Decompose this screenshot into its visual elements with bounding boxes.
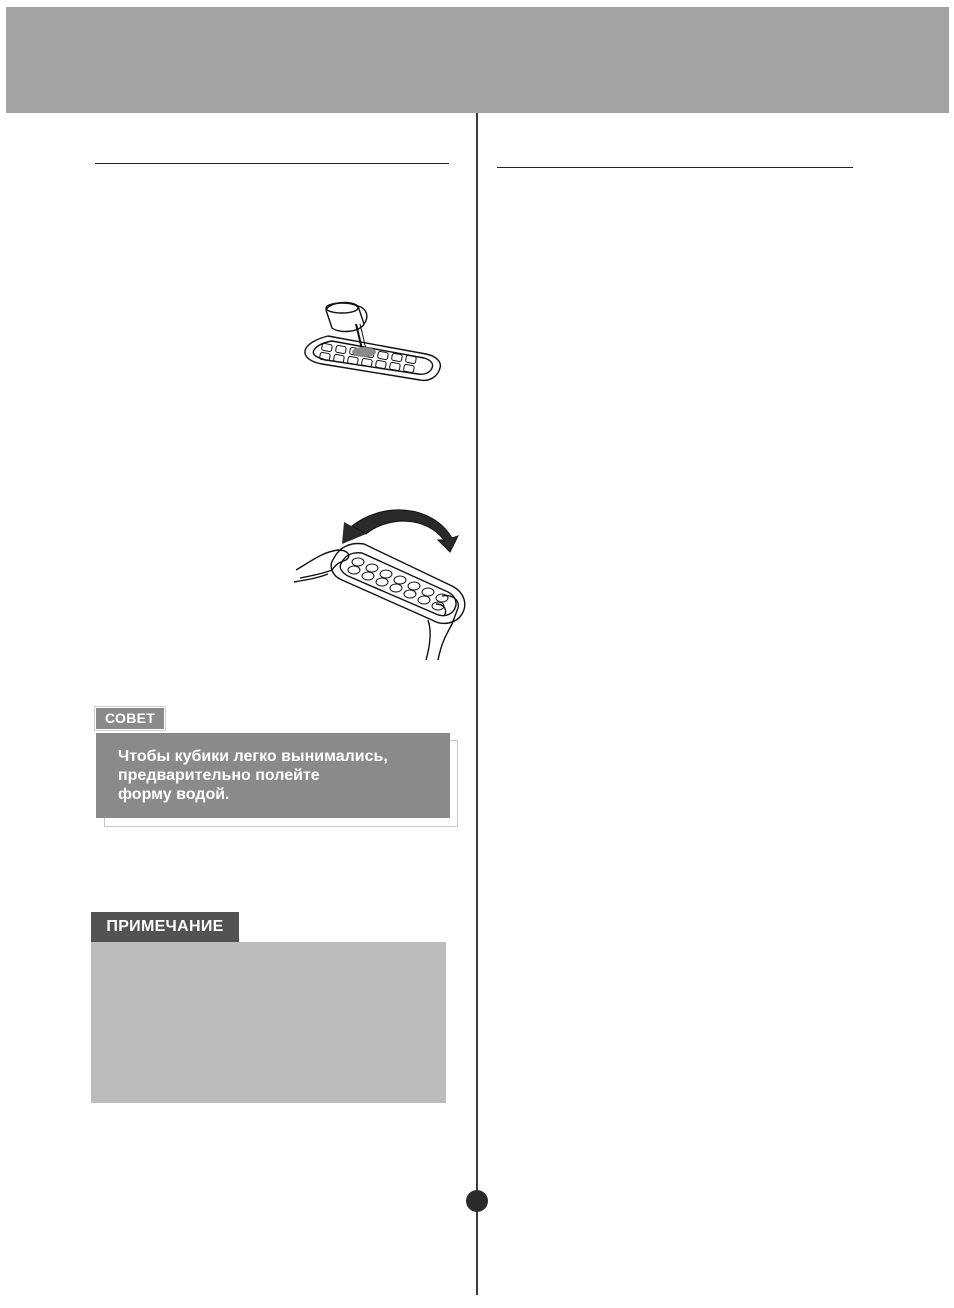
twisting-tray-illustration	[292, 500, 474, 662]
column-divider	[476, 113, 478, 1295]
tip-text: Чтобы кубики легко вынимались, предварительно полейте форму водой.	[118, 748, 388, 803]
page-marker-dot	[466, 1190, 488, 1212]
note-label: ПРИМЕЧАНИЕ	[91, 912, 239, 942]
left-section-rule	[95, 163, 449, 164]
tip-box	[96, 733, 450, 818]
note-box	[91, 942, 446, 1103]
right-section-rule	[497, 167, 853, 168]
header-bar	[6, 7, 949, 113]
pouring-water-illustration	[300, 298, 446, 384]
tip-label: СОВЕТ	[96, 708, 164, 729]
